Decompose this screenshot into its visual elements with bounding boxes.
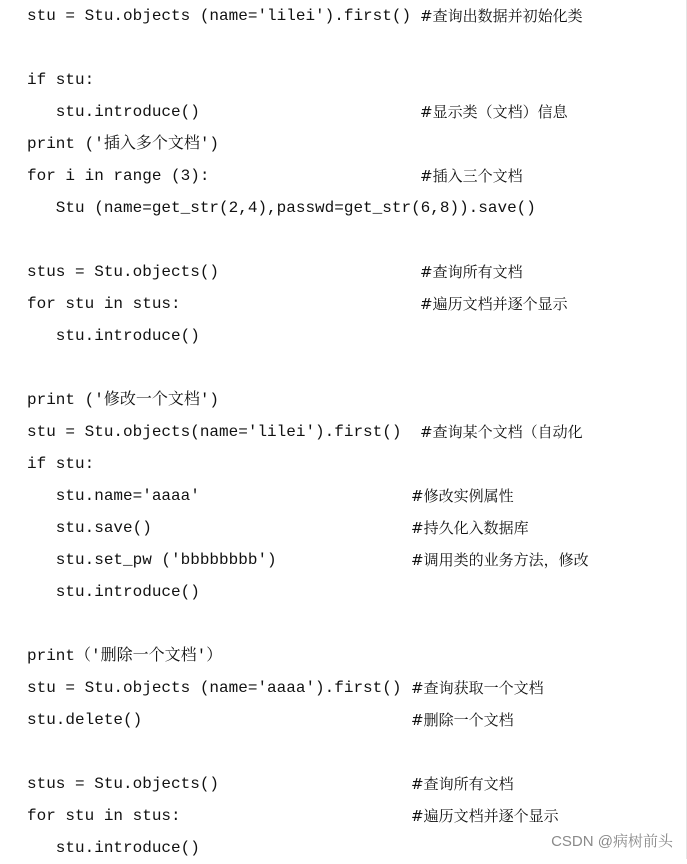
code-line <box>0 448 687 480</box>
code-line <box>0 96 687 128</box>
code-line <box>0 256 687 288</box>
code-line <box>0 704 687 736</box>
code-comment: #持久化入数据库 <box>411 519 529 537</box>
code-line <box>0 0 687 32</box>
code-text: print ('修改一个文档') <box>27 391 220 409</box>
code-text: stu.introduce() <box>27 103 200 121</box>
code-comment: #查询某个文档（自动化 <box>420 423 583 441</box>
code-text: stu = Stu.objects (name='aaaa').first() <box>27 679 402 697</box>
code-line <box>0 608 687 640</box>
code-line <box>0 672 687 704</box>
code-text: stu.introduce() <box>27 839 200 857</box>
code-text: stus = Stu.objects() <box>27 775 220 793</box>
code-comment: #遍历文档并逐个显示 <box>411 807 559 825</box>
code-comment: #查询出数据并初始化类 <box>420 7 583 25</box>
code-text: print（'删除一个文档'） <box>27 647 223 665</box>
code-text: Stu (name=get_str(2,4),passwd=get_str(6,8)).save() <box>27 199 536 217</box>
code-line <box>0 128 687 160</box>
code-text: for i in range (3): <box>27 167 210 185</box>
code-comment: #遍历文档并逐个显示 <box>420 295 568 313</box>
code-line <box>0 544 687 576</box>
code-line <box>0 384 687 416</box>
code-comment: #查询所有文档 <box>420 263 523 281</box>
code-line <box>0 64 687 96</box>
code-line <box>0 800 687 832</box>
code-comment: #查询所有文档 <box>411 775 514 793</box>
code-text: for stu in stus: <box>27 295 181 313</box>
code-line <box>0 640 687 672</box>
code-line <box>0 224 687 256</box>
code-line <box>0 192 687 224</box>
csdn-watermark: CSDN @病树前头 <box>551 833 673 850</box>
code-text: stu = Stu.objects (name='lilei').first() <box>27 7 412 25</box>
code-text: stu = Stu.objects(name='lilei').first() <box>27 423 402 441</box>
code-line <box>0 416 687 448</box>
code-line <box>0 512 687 544</box>
code-comment: #修改实例属性 <box>411 487 514 505</box>
code-text: if stu: <box>27 71 95 89</box>
code-text: if stu: <box>27 455 95 473</box>
code-line <box>0 576 687 608</box>
code-text: stu.name='aaaa' <box>27 487 200 505</box>
code-comment: #删除一个文档 <box>411 711 514 729</box>
code-comment: #显示类（文档）信息 <box>420 103 568 121</box>
code-line <box>0 480 687 512</box>
code-text: print ('插入多个文档') <box>27 135 220 153</box>
code-line <box>0 288 687 320</box>
code-line <box>0 352 687 384</box>
code-text: stu.introduce() <box>27 327 200 345</box>
code-text: stu.delete() <box>27 711 143 729</box>
code-text: stu.save() <box>27 519 152 537</box>
code-line <box>0 768 687 800</box>
code-text: stus = Stu.objects() <box>27 263 220 281</box>
code-comment: #查询获取一个文档 <box>411 679 544 697</box>
code-line <box>0 320 687 352</box>
code-text: stu.introduce() <box>27 583 200 601</box>
code-text: for stu in stus: <box>27 807 181 825</box>
code-line <box>0 736 687 768</box>
code-line <box>0 32 687 64</box>
code-comment: #调用类的业务方法，修改 <box>411 551 589 569</box>
code-line <box>0 160 687 192</box>
code-text: stu.set_pw ('bbbbbbbb') <box>27 551 277 569</box>
code-comment: #插入三个文档 <box>420 167 523 185</box>
